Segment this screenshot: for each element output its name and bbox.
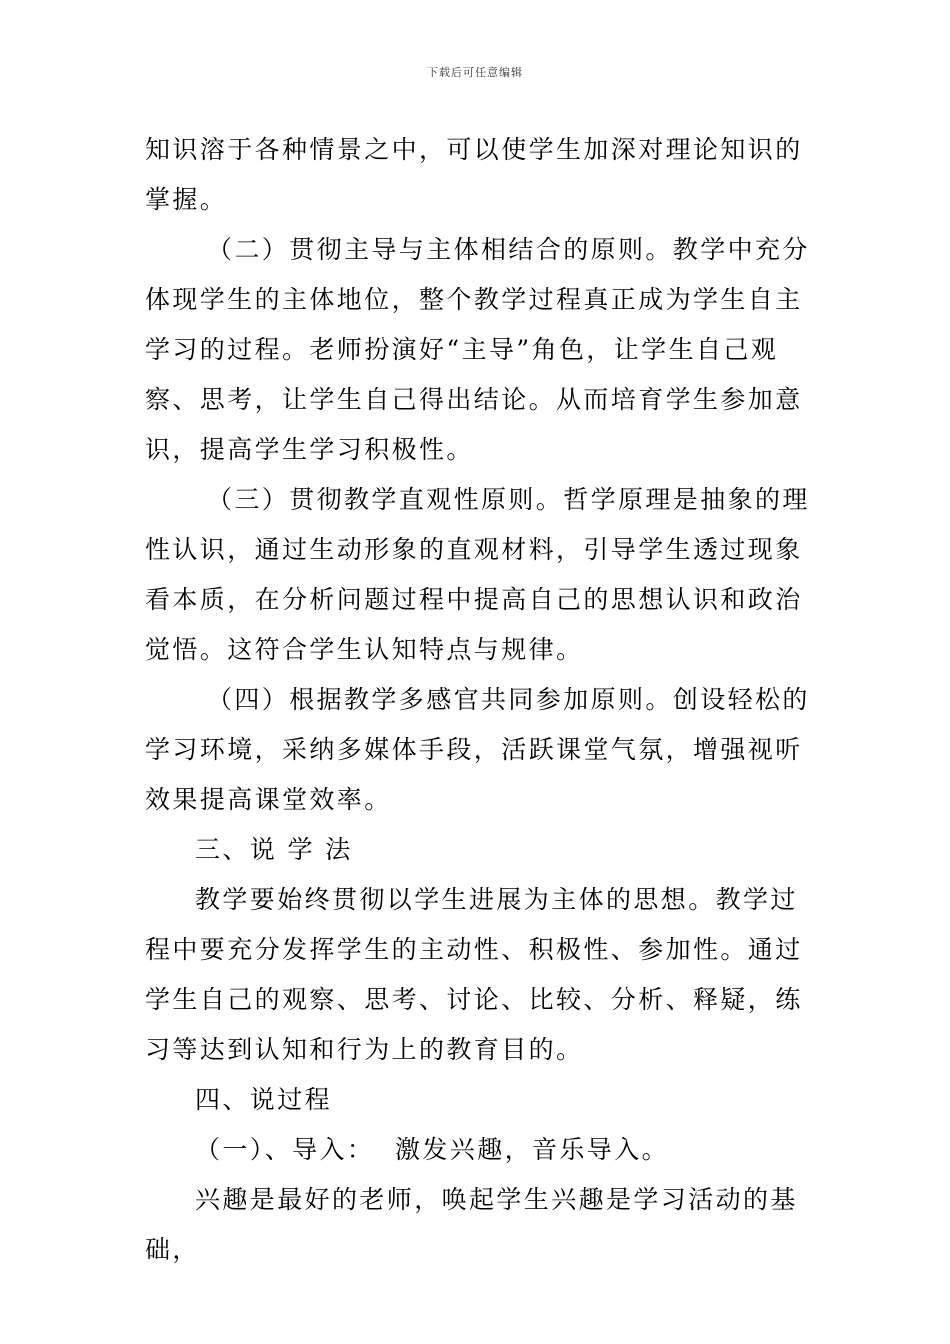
paragraph-principle-4: （四）根据教学多感官共同参加原则。创设轻松的学习环境，采纳多媒体手段，活跃课堂气氛，增强视听效果提高课堂效率。	[145, 685, 810, 814]
paragraph-principle-2: （二）贯彻主导与主体相结合的原则。教学中充分体现学生的主体地位，整个教学过程真正成为学生自主学习的过程。老师扮演好“主导”角色，让学生自己观察、思考，让学生自己得出结论。从而培育学生参加意识，提高学生学习积极性。	[145, 235, 810, 464]
section-heading-study-method: 三、说 学 法	[195, 835, 353, 864]
page-header: 下载后可任意编辑	[427, 66, 523, 79]
section-heading-process: 四、说过程	[195, 1085, 333, 1114]
paragraph-interest: 兴趣是最好的老师，唤起学生兴趣是学习活动的基础，	[145, 1185, 798, 1264]
paragraph-continuation: 知识溶于各种情景之中，可以使学生加深对理论知识的掌握。	[145, 135, 803, 214]
paragraph-study-method: 教学要始终贯彻以学生进展为主体的思想。教学过程中要充分发挥学生的主动性、积极性、参加性。通过学生自己的观察、思考、讨论、比较、分析、释疑，练习等达到认知和行为上的教育目的。	[145, 885, 803, 1064]
paragraph-principle-3: （三）贯彻教学直观性原则。哲学原理是抽象的理性认识，通过生动形象的直观材料，引导学生透过现象看本质，在分析问题过程中提高自己的思想认识和政治觉悟。这符合学生认知特点与规律。	[145, 485, 810, 664]
subheading-introduction: （一）、导入： 激发兴趣，音乐导入。	[195, 1135, 669, 1164]
document-body	[145, 125, 813, 1275]
